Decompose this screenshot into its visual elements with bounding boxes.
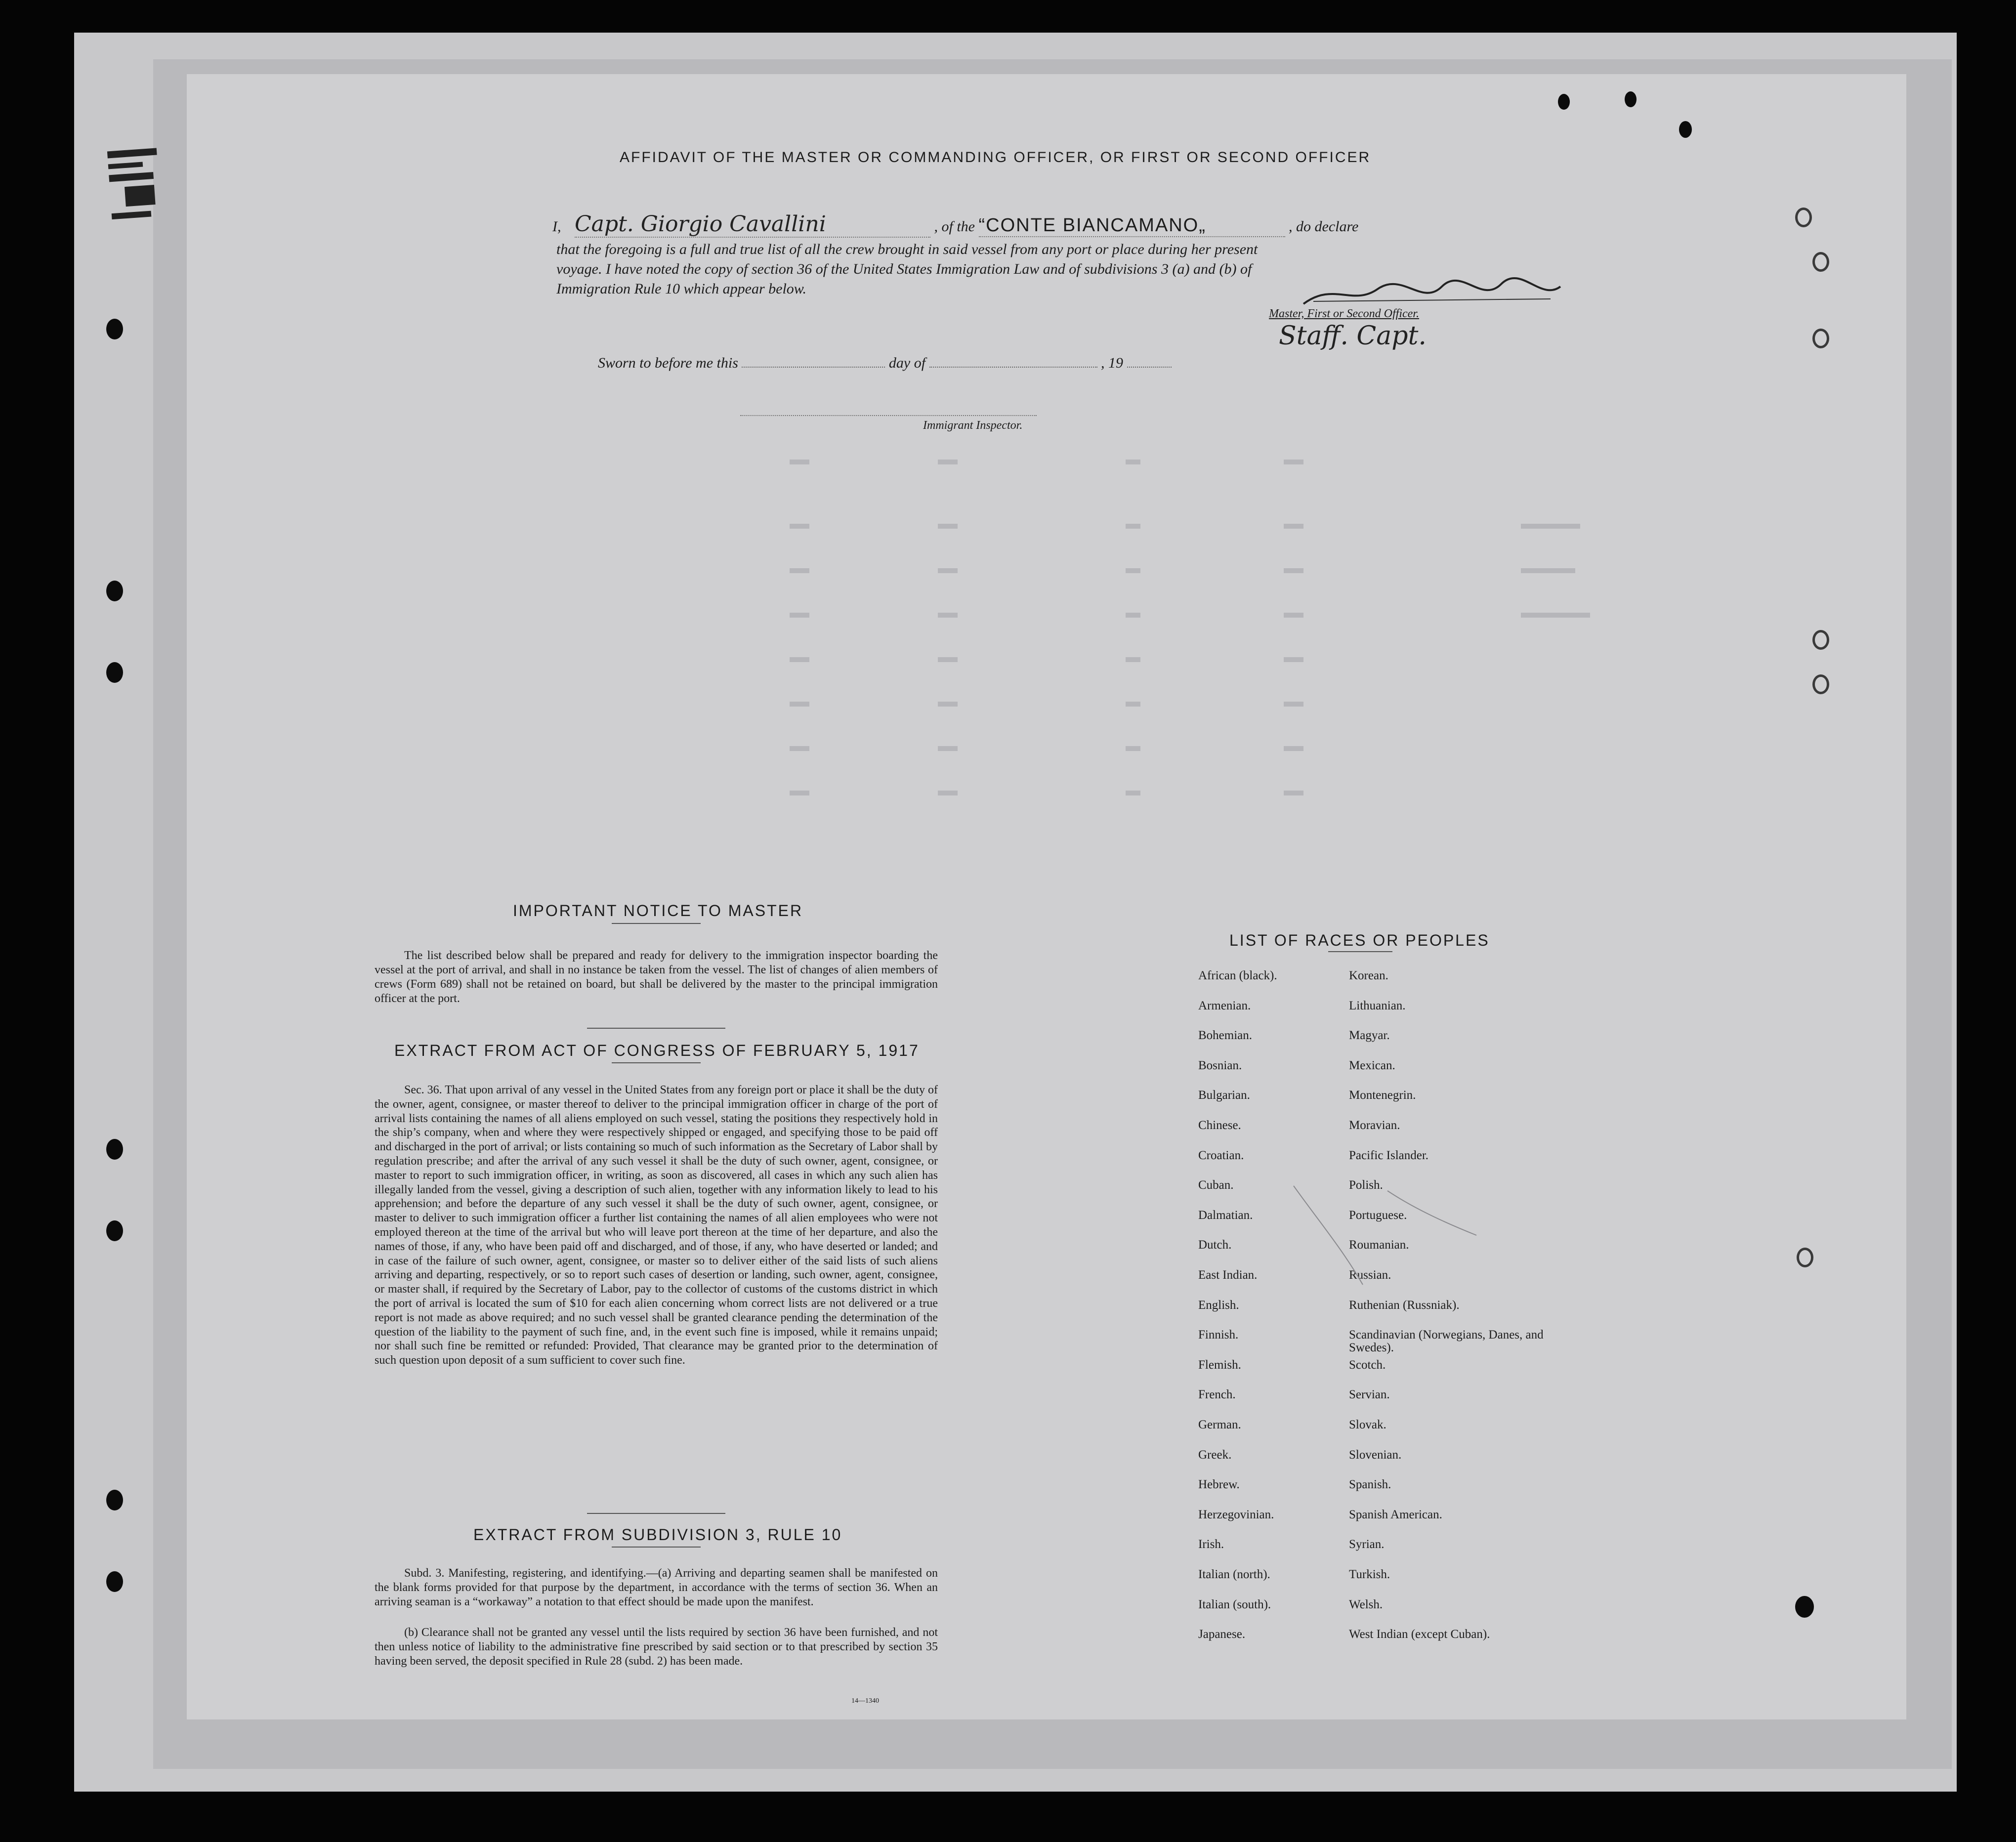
race-item: Finnish. <box>1198 1328 1239 1342</box>
inspector-caption: Immigrant Inspector. <box>923 419 1023 432</box>
punch-hole <box>106 1220 123 1241</box>
race-item: Cuban. <box>1198 1178 1234 1192</box>
race-item: Slovenian. <box>1349 1448 1402 1462</box>
manifest-page <box>187 74 1906 1719</box>
affidavit-prefix: I, <box>552 218 561 235</box>
inspector-signature-line <box>740 415 1037 416</box>
race-item: Ruthenian (Russniak). <box>1349 1298 1460 1312</box>
race-item: Roumanian. <box>1349 1238 1409 1252</box>
punch-hole <box>106 1490 123 1510</box>
sworn-day-of: day of <box>888 355 926 371</box>
race-item: German. <box>1198 1418 1241 1431</box>
act-text: Sec. 36. That upon arrival of any vessel in the United States from any foreign port or place it shall be the duty of the owner, agent, consignee, or master thereof to deliver to the principal immigration officer in charge of the port of arrival lists containing the names of all aliens employed on such vessel, stating the positions they respectively hold in the ship’s company, when and where they were respectively shipped or engaged, and specifying those to be paid off and discharged in the port of arrival; or lists containing so much of such information as the Secretary of Labor shall by regulation prescribe; and after the arrival of any such vessel it shall be the duty of such owner, agent, consignee, or master to report to such immigration officer, in writing, as soon as discovered, all cases in which any such alien has illegally landed from the vessel, giving a description of such alien, together with any information likely to lead to his apprehension; and before the departure of any such vessel it shall be the duty of such owner, agent, consignee, or master to deliver to such immigration officer a further list containing the names of all alien employees who were not employed thereon at the time of the arrival but who will leave port thereon at the time of her departure, and also the names of those, if any, who have been paid off and discharged, and of those, if any, who have deserted or landed; and in case of the failure of such owner, agent, consignee, or master so to deliver either of the said lists of such aliens arriving and departing, respectively, or so to report such cases of desertion or landing, such owner, agent, consignee, or master shall, if required by the Secretary of Labor, pay to the collector of customs of the customs district in which the port of arrival is located the sum of $10 for each alien concerning whom correct lists are not delivered or a true report is not made as above required; and no such vessel shall be granted clearance pending the determination of the question of the liability to the payment of such fine, and, in the event such fine is imposed, while it remains unpaid; nor shall such fine be remitted or refunded: Provided, That clearance may be granted prior to the determination of such question upon deposit of a sum sufficient to cover such fine. <box>375 1084 938 1367</box>
act-title: EXTRACT FROM ACT OF CONGRESS OF FEBRUARY 5, 1917 <box>394 1042 920 1059</box>
affidavit-line-3: voyage. I have noted the copy of section 36 of the United States Immigration Law and of subdivisions 3 (a) and (b) of <box>556 261 1252 277</box>
rule-title: EXTRACT FROM SUBDIVISION 3, RULE 10 <box>473 1526 842 1544</box>
sworn-month-blank <box>929 367 1097 368</box>
race-item: Spanish American. <box>1349 1507 1442 1521</box>
races-title: LIST OF RACES OR PEOPLES <box>1229 931 1490 949</box>
race-item: Mexican. <box>1349 1058 1395 1072</box>
race-item: Magyar. <box>1349 1029 1390 1043</box>
affidavit-line-2: that the foregoing is a full and true list of all the crew brought in said vessel from any port or place during her present <box>556 241 1258 257</box>
divider <box>587 1513 725 1514</box>
punch-hole <box>106 581 123 601</box>
sworn-line <box>598 355 1172 372</box>
punch-hole <box>1558 94 1570 110</box>
sworn-year: , 19 <box>1101 355 1124 371</box>
notice-title: IMPORTANT NOTICE TO MASTER <box>513 902 803 920</box>
race-item: Spanish. <box>1349 1478 1391 1492</box>
race-item: Bohemian. <box>1198 1029 1253 1043</box>
race-item: Japanese. <box>1198 1628 1246 1641</box>
divider <box>587 1028 725 1029</box>
rule-rule <box>612 1547 701 1548</box>
sworn-prefix: Sworn to before me this <box>598 355 738 371</box>
race-item: Montenegrin. <box>1349 1088 1416 1102</box>
race-item: Flemish. <box>1198 1358 1241 1372</box>
affidavit-declare: , do declare <box>1289 218 1359 235</box>
punch-hole <box>106 1571 123 1592</box>
punch-hole-ring <box>1812 329 1829 348</box>
officer-name: Capt. Giorgio Cavallini <box>575 211 930 238</box>
punch-hole-ring <box>1795 208 1812 227</box>
punch-hole <box>1679 121 1692 138</box>
races-rule <box>1328 951 1392 952</box>
race-item: Polish. <box>1349 1178 1383 1192</box>
pencil-mark <box>1289 1181 1486 1290</box>
form-number: 14—1340 <box>851 1697 879 1705</box>
race-item: English. <box>1198 1298 1239 1312</box>
punch-hole-ring <box>1812 252 1829 272</box>
affidavit-of-the: , of the <box>934 218 975 235</box>
punch-hole <box>1625 91 1637 107</box>
race-item: Herzegovinian. <box>1198 1507 1274 1521</box>
race-item: Turkish. <box>1349 1568 1390 1581</box>
sworn-year-blank <box>1127 367 1172 368</box>
race-item: East Indian. <box>1198 1268 1258 1282</box>
race-item: Hebrew. <box>1198 1478 1240 1492</box>
race-item: Russian. <box>1349 1268 1391 1282</box>
race-item: African (black). <box>1198 969 1277 982</box>
race-item: Welsh. <box>1349 1597 1383 1611</box>
race-item: Dalmatian. <box>1198 1208 1253 1222</box>
race-item: Scandinavian (Norwegians, Danes, and Swedes). <box>1349 1328 1544 1355</box>
notice-rule <box>612 923 701 924</box>
race-item: Servian. <box>1349 1388 1390 1402</box>
race-item: Irish. <box>1198 1538 1224 1551</box>
punch-hole <box>1795 1596 1814 1618</box>
race-item: Italian (south). <box>1198 1597 1271 1611</box>
affidavit-line-4: Immigration Rule 10 which appear below. <box>556 281 807 297</box>
punch-hole <box>106 319 123 339</box>
race-item: Syrian. <box>1349 1538 1385 1551</box>
affidavit-line-1 <box>552 211 1738 238</box>
race-item: Bulgarian. <box>1198 1088 1250 1102</box>
punch-hole-ring <box>1812 674 1829 694</box>
race-item: Korean. <box>1349 969 1388 982</box>
sworn-day-blank <box>742 367 885 368</box>
race-item: Dutch. <box>1198 1238 1232 1252</box>
signature-title: Staff. Capt. <box>1279 321 1427 351</box>
race-item: Slovak. <box>1349 1418 1386 1431</box>
race-item: Greek. <box>1198 1448 1232 1462</box>
race-item: Moravian. <box>1349 1119 1400 1132</box>
binding-stamp <box>107 141 175 274</box>
punch-hole <box>106 1139 123 1160</box>
act-rule <box>612 1062 701 1063</box>
race-item: Pacific Islander. <box>1349 1148 1429 1162</box>
race-item: Chinese. <box>1198 1119 1241 1132</box>
race-item: West Indian (except Cuban). <box>1349 1628 1490 1641</box>
punch-hole <box>106 662 123 683</box>
race-item: Armenian. <box>1198 999 1251 1012</box>
race-item: Italian (north). <box>1198 1568 1270 1581</box>
race-item: Lithuanian. <box>1349 999 1406 1012</box>
rule-para-a: Subd. 3. Manifesting, registering, and identifying.—(a) Arriving and departing seamen shall be manifested on the blank forms provided for that purpose by the department, in accordance with the terms of section 36. When an arriving seaman is a “workaway” a notation to that effect should be made upon the manifest. <box>375 1567 938 1608</box>
race-item: Scotch. <box>1349 1358 1386 1372</box>
punch-hole-ring <box>1797 1248 1813 1267</box>
signature-caption: Master, First or Second Officer. <box>1269 307 1419 320</box>
punch-hole-ring <box>1812 630 1829 650</box>
master-signature <box>1294 277 1570 311</box>
affidavit-title: AFFIDAVIT OF THE MASTER OR COMMANDING OFFICER, OR FIRST OR SECOND OFFICER <box>620 149 1371 166</box>
notice-paragraph: The list described below shall be prepared and ready for delivery to the immigration inspector boarding the vessel at the port of arrival, and shall in no instance be taken from the vessel. The list of changes of alien members of crews (Form 689) shall not be retained on board, but shall be delivered by the master to the principal immigration officer at the port. <box>375 949 938 1005</box>
race-item: Croatian. <box>1198 1148 1244 1162</box>
race-item: Bosnian. <box>1198 1058 1242 1072</box>
rule-para-b: (b) Clearance shall not be granted any vessel until the lists required by section 36 have been furnished, and not then unless notice of liability to the administrative fine prescribed by said section or to that prescribed by section 35 having been served, the deposit specified in Rule 28 (subd. 2) has been made. <box>375 1626 938 1668</box>
vessel-name: “CONTE BIANCAMANO„ <box>979 215 1285 237</box>
race-item: Portuguese. <box>1349 1208 1407 1222</box>
race-item: French. <box>1198 1388 1236 1402</box>
